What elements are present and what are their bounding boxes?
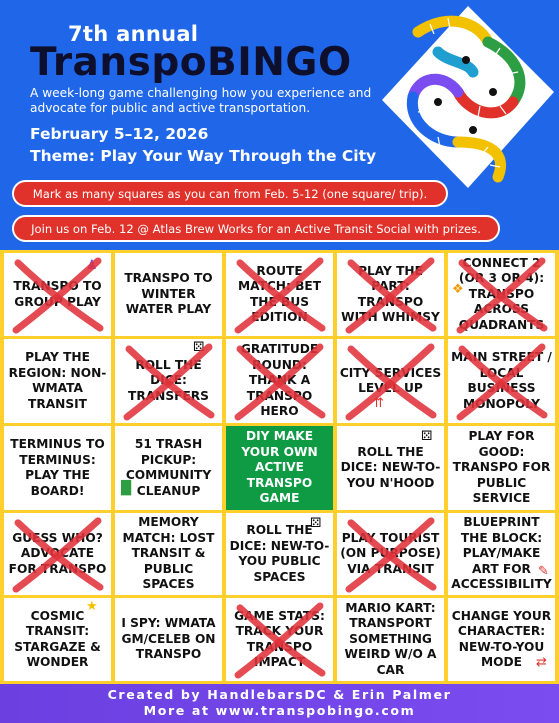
bingo-square-text: BLUEPRINT THE BLOCK: PLAY/MAKE ART FOR ACCESSIBILITY (451, 515, 552, 592)
bingo-square-text: COSMIC TRANSIT: STARGAZE & WONDER (14, 608, 101, 669)
event-dates: February 5–12, 2026 (30, 125, 209, 143)
bingo-square[interactable] (4, 253, 111, 336)
bingo-square-text: PLAY THE PART: TRANSPO WITH WHIMSY (341, 263, 440, 324)
bingo-square-text: GUESS WHO? ADVOCATE FOR TRANSPO (8, 530, 107, 576)
bingo-square-text: I SPY: WMATA GM/CELEB ON TRANSPO (121, 616, 216, 662)
bingo-square[interactable] (226, 513, 333, 595)
bingo-square[interactable] (226, 598, 333, 681)
social-notice-text: Join us on Feb. 12 @ Atlas Brew Works for an Active Transit Social with prizes. (31, 221, 481, 236)
rule-notice-text: Mark as many squares as you can from Feb. 5-12 (one square/ trip). (32, 186, 428, 201)
bingo-square[interactable] (4, 426, 111, 510)
header (0, 0, 559, 250)
bingo-square-text: GAME STATS: TRACK YOUR TRANSPO IMPACT (234, 608, 325, 669)
bingo-square[interactable] (4, 598, 111, 681)
bingo-square[interactable] (115, 426, 222, 510)
bingo-square-text: PLAY THE REGION: NON-WMATA TRANSIT (8, 350, 107, 411)
game-board-map-icon (378, 2, 559, 192)
bingo-square[interactable] (115, 253, 222, 336)
bingo-square[interactable] (337, 339, 444, 423)
bingo-square-text: ROLL THE DICE: NEW-TO-YOU N'HOOD (340, 444, 441, 490)
bingo-square[interactable] (4, 339, 111, 423)
free-square[interactable] (226, 426, 333, 510)
bingo-square[interactable] (4, 513, 111, 595)
bingo-square[interactable] (115, 598, 222, 681)
bingo-square[interactable] (337, 426, 444, 510)
bingo-square[interactable] (337, 513, 444, 595)
bingo-square-text: DIY MAKE YOUR OWN ACTIVE TRANSPO GAME (241, 429, 318, 506)
tagline: A week-long game challenging how you experience and advocate for public and active transportation. (30, 86, 372, 115)
bingo-square-text: TERMINUS TO TERMINUS: PLAY THE BOARD! (10, 437, 105, 498)
bingo-square[interactable] (337, 598, 444, 681)
arrows-icon: ⇈ (373, 396, 384, 411)
puzzle-icon: ❖ (452, 282, 464, 297)
website-line[interactable]: More at www.transpobingo.com (143, 703, 416, 718)
bingo-square[interactable] (448, 339, 555, 423)
bingo-square-text: MAIN STREET / LOCAL BUSINESS MONOPOLY (451, 350, 552, 411)
bingo-square-text: PLAY TOURIST (ON PURPOSE) VIA TRANSIT (340, 530, 441, 576)
bingo-square-text: CONNECT 2 (OR 3 OR 4): TRANSPO ACROSS QUADRANTS (458, 255, 545, 332)
bingo-square[interactable] (448, 253, 555, 336)
game-piece-icon: ♟ (86, 258, 98, 273)
bingo-square[interactable] (448, 426, 555, 510)
crayons-icon: ✎ (538, 564, 549, 579)
star-icon: ★ (86, 599, 98, 614)
bingo-square[interactable] (226, 339, 333, 423)
arrows-icon: ⇄ (536, 655, 547, 670)
bingo-square[interactable] (115, 339, 222, 423)
bingo-square-text: ROLL THE DICE: NEW-TO-YOU PUBLIC SPACES (229, 523, 330, 584)
bingo-square-text: GRATITUDE ROUND: THANK A TRANSPO HERO (240, 342, 319, 419)
bingo-board (0, 250, 559, 684)
bingo-square-text: ROUTE MATCH: BET THE BUS EDITION (237, 263, 322, 324)
dice-icon: ⚄ (193, 340, 205, 355)
bingo-square-text: PLAY FOR GOOD: TRANSPO FOR PUBLIC SERVICE (452, 429, 551, 506)
bingo-square[interactable] (115, 513, 222, 595)
edition-label: 7th annual (68, 22, 199, 46)
footer (0, 684, 559, 723)
brand-title: TranspoBINGO (30, 40, 352, 85)
crayons-icon: █ (121, 481, 131, 496)
rule-notice (12, 180, 448, 207)
dice-icon: ⚄ (421, 429, 433, 444)
bingo-square[interactable] (448, 513, 555, 595)
bingo-square-text: MARIO KART: TRANSPORT SOMETHING WEIRD W/O A CAR (344, 600, 437, 677)
dice-icon: ⚄ (310, 516, 322, 531)
bingo-square-text: CHANGE YOUR CHARACTER: NEW-TO-YOU MODE (451, 608, 552, 669)
bingo-square[interactable] (226, 253, 333, 336)
credit-line: Created by HandlebarsDC & Erin Palmer (107, 687, 452, 702)
social-notice (12, 215, 500, 242)
bingo-square-text: TRANSPO TO GROUP PLAY (13, 279, 102, 309)
bingo-square-text: ROLL THE DICE: TRANSFERS (128, 357, 209, 403)
event-theme: Theme: Play Your Way Through the City (30, 147, 377, 165)
bingo-square-text: TRANSPO TO WINTER WATER PLAY (124, 271, 213, 317)
bingo-square[interactable] (337, 253, 444, 336)
bingo-square-text: CITY SERVICES LEVEL UP (339, 365, 442, 395)
bingo-square[interactable] (448, 598, 555, 681)
bingo-square-text: 51 TRASH PICKUP: COMMUNITY CLEANUP (125, 437, 212, 498)
bingo-square-text: MEMORY MATCH: LOST TRANSIT & PUBLIC SPACES (122, 515, 215, 592)
